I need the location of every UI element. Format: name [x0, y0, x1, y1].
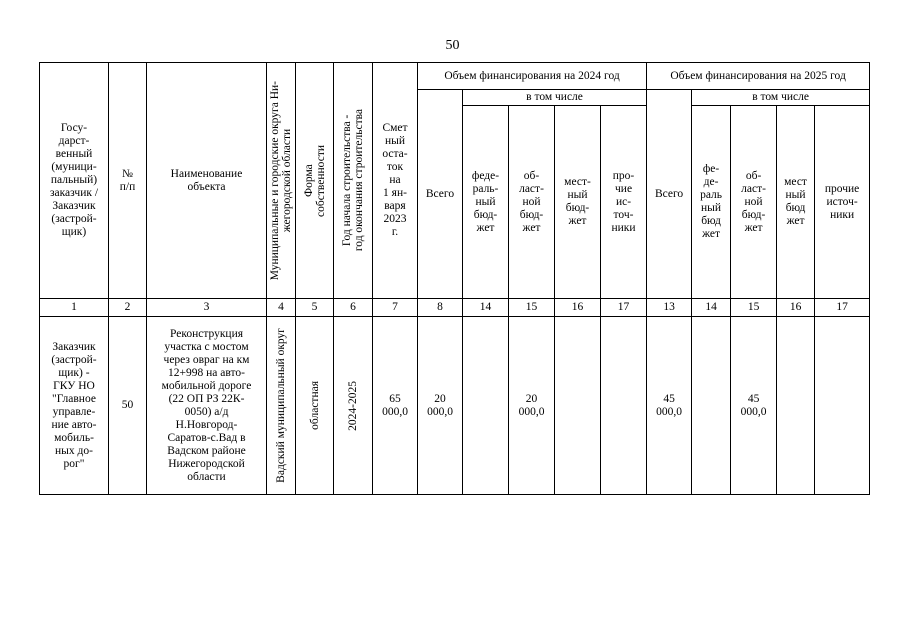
- header-federal-2025: фе- де- раль ный бюд жет: [692, 106, 731, 299]
- financing-table: [39, 62, 870, 495]
- column-number: 17: [815, 299, 870, 317]
- row-ownership: областная: [296, 317, 334, 495]
- header-financing-2024: Объем финансирования на 2024 год: [418, 63, 647, 90]
- column-number: 6: [334, 299, 373, 317]
- header-regional-2024: об- ласт- ной бюд- жет: [509, 106, 555, 299]
- column-number: 14: [692, 299, 731, 317]
- header-object-name: Наименование объекта: [147, 63, 267, 299]
- row-federal-2024: [463, 317, 509, 495]
- header-number: № п/п: [109, 63, 147, 299]
- header-years: Год начала строительства - год окончания строительства: [334, 63, 373, 299]
- header-other-2025: прочие источ- ники: [815, 106, 870, 299]
- column-number: 8: [418, 299, 463, 317]
- table-row: [40, 317, 870, 495]
- row-regional-2024: 20 000,0: [509, 317, 555, 495]
- header-including-2024: в том числе: [463, 90, 647, 106]
- column-number: 16: [555, 299, 601, 317]
- row-local-2025: [777, 317, 815, 495]
- column-number: 15: [731, 299, 777, 317]
- header-financing-2025: Объем финансирования на 2025 год: [647, 63, 870, 90]
- row-other-2025: [815, 317, 870, 495]
- page-number: 50: [445, 38, 460, 53]
- row-regional-2025: 45 000,0: [731, 317, 777, 495]
- row-number: 50: [109, 317, 147, 495]
- column-number: 2: [109, 299, 147, 317]
- column-number: 3: [147, 299, 267, 317]
- header-including-2025: в том числе: [692, 90, 870, 106]
- header-local-2025: мест ный бюд жет: [777, 106, 815, 299]
- row-years: 2024-2025: [334, 317, 373, 495]
- column-number: 7: [373, 299, 418, 317]
- column-number: 1: [40, 299, 109, 317]
- column-number: 16: [777, 299, 815, 317]
- row-total-2024: 20 000,0: [418, 317, 463, 495]
- column-number: 5: [296, 299, 334, 317]
- header-ownership: Форма собственности: [296, 63, 334, 299]
- column-number: 13: [647, 299, 692, 317]
- header-federal-2024: феде- раль- ный бюд- жет: [463, 106, 509, 299]
- header-customer: Госу- дарст- венный (муници- пальный) заказчик / Заказчик (застрой- щик): [40, 63, 109, 299]
- header-estimate-rest: Смет ный оста- ток на 1 ян- варя 2023 г.: [373, 63, 418, 299]
- row-other-2024: [601, 317, 647, 495]
- column-number: 14: [463, 299, 509, 317]
- row-customer: Заказчик (застрой- щик) - ГКУ НО "Главное управле- ние авто- мобиль- ных до- рог": [40, 317, 109, 495]
- header-total-2025: Всего: [647, 90, 692, 299]
- header-other-2024: про- чие ис- точ- ники: [601, 106, 647, 299]
- header-regional-2025: об- ласт- ной бюд- жет: [731, 106, 777, 299]
- column-numbers-row: [40, 299, 870, 317]
- row-object-name: Реконструкция участка с мостом через овраг на км 12+998 на авто- мобильной дороге (22 ОП РЗ 22К- 0050) а/д Н.Новгород- Саратов-с.Вад в Вадском районе Нижегородской области: [147, 317, 267, 495]
- header-total-2024: Всего: [418, 90, 463, 299]
- header-municipality: Муниципальные и городские округа Ни- жегородской области: [267, 63, 296, 299]
- row-estimate-rest: 65 000,0: [373, 317, 418, 495]
- column-number: 17: [601, 299, 647, 317]
- row-total-2025: 45 000,0: [647, 317, 692, 495]
- header-local-2024: мест- ный бюд- жет: [555, 106, 601, 299]
- row-federal-2025: [692, 317, 731, 495]
- column-number: 4: [267, 299, 296, 317]
- row-municipality: Вадский муниципальный округ: [267, 317, 296, 495]
- row-local-2024: [555, 317, 601, 495]
- column-number: 15: [509, 299, 555, 317]
